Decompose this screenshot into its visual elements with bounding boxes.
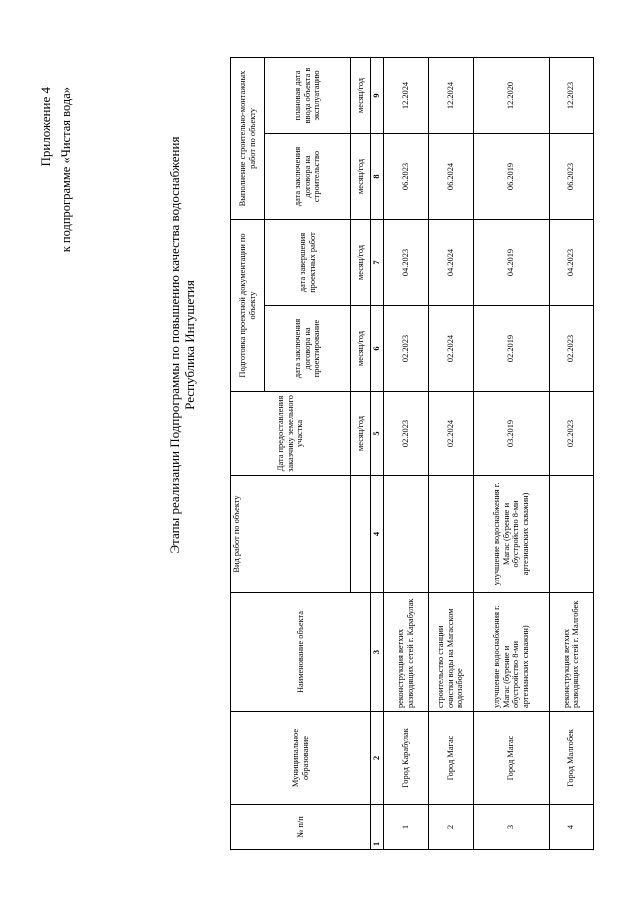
col-number: 4: [371, 476, 384, 593]
header-commission: плановая дата ввода объекта в эксплуатацию: [265, 57, 351, 133]
units-work-type-empty: [351, 476, 371, 593]
col-number: 6: [371, 306, 384, 392]
col-number: 1: [371, 805, 384, 850]
units-design-contract: месяц/год: [351, 306, 371, 392]
row-municipality: Город Карабулак: [383, 712, 428, 805]
row-num: 2: [428, 805, 473, 850]
row-municipality: Город Магас: [428, 712, 473, 805]
units-land-date: месяц/год: [351, 392, 371, 476]
row-commission: 12.2020: [473, 57, 549, 133]
row-num: 1: [383, 805, 428, 850]
table-row: [428, 57, 473, 849]
header-design-contract: дата заключения договора на проектирование: [265, 306, 351, 392]
header-row-groups: [231, 57, 265, 849]
stages-table: [230, 57, 594, 850]
col-number: 2: [371, 712, 384, 805]
row-build-contract: 06.2023: [383, 133, 428, 219]
title-line-1: Этапы реализации Подпрограммы по повышению качества водоснабжения: [167, 136, 182, 554]
row-design-contract: 02.2023: [383, 306, 428, 392]
header-design-group: Подготовка проектной документации по объекту: [231, 219, 265, 391]
row-work-type: [428, 476, 473, 593]
row-design-done: 04.2019: [473, 219, 549, 305]
row-municipality: Город Магас: [473, 712, 549, 805]
header-land-date: Дата предоставления заказчику земельного участка: [231, 392, 351, 476]
units-design-done: месяц/год: [351, 219, 371, 305]
row-object-name: реконструкция ветхих разводящих сетей г. Карабулак: [383, 593, 428, 712]
row-land-date: 03.2019: [473, 392, 549, 476]
row-municipality: Город Малгобек: [549, 712, 593, 805]
units-build-contract: месяц/год: [351, 133, 371, 219]
row-design-done: 04.2023: [549, 219, 593, 305]
row-commission: 12.2023: [549, 57, 593, 133]
row-commission: 12.2024: [383, 57, 428, 133]
document-title: [167, 85, 197, 605]
units-commission: месяц/год: [351, 57, 371, 133]
row-object-name: реконструкция ветхих разводящих сетей г. Малгобек: [549, 593, 593, 712]
row-land-date: 02.2024: [428, 392, 473, 476]
row-num: 3: [473, 805, 549, 850]
row-design-done: 04.2023: [383, 219, 428, 305]
column-number-row: [371, 57, 384, 849]
header-object-name: Наименование объекта: [231, 593, 371, 712]
appendix-note: [38, 87, 74, 252]
row-design-contract: 02.2024: [428, 306, 473, 392]
col-number: 8: [371, 133, 384, 219]
table-row: [383, 57, 428, 849]
appendix-subprogram: к подпрограмме «Чистая вода»: [59, 87, 73, 253]
table-row: [473, 57, 549, 849]
row-land-date: 02.2023: [549, 392, 593, 476]
appendix-number: Приложение 4: [38, 87, 53, 167]
row-build-contract: 06.2019: [473, 133, 549, 219]
row-design-done: 04.2024: [428, 219, 473, 305]
header-build-contract: дата заключения договора на строительство: [265, 133, 351, 219]
header-municipality: Муниципальное образование: [231, 712, 371, 805]
header-build-group: Выполнение строительно-монтажных работ по объекту: [231, 57, 265, 219]
col-number: 3: [371, 593, 384, 712]
row-land-date: 02.2023: [383, 392, 428, 476]
col-number: 5: [371, 392, 384, 476]
col-number: 7: [371, 219, 384, 305]
row-object-name: улучшение водоснабжения г. Магас (бурение и обустройство 8-ми артезианских скважин): [473, 593, 549, 712]
col-number: 9: [371, 57, 384, 133]
row-design-contract: 02.2019: [473, 306, 549, 392]
row-object-name: строительство станции очистки воды на Магасском водозаборе: [428, 593, 473, 712]
row-work-type: [383, 476, 428, 593]
row-build-contract: 06.2024: [428, 133, 473, 219]
row-work-type: улучшение водоснабжения г. Магас (бурение и обустройство 8-ми артезианских скважин): [473, 476, 549, 593]
title-line-2: Республика Ингушетия: [182, 280, 197, 410]
table-row: [549, 57, 593, 849]
header-work-type: Вид работ по объекту: [231, 476, 351, 593]
row-commission: 12.2024: [428, 57, 473, 133]
row-num: 4: [549, 805, 593, 850]
row-design-contract: 02.2023: [549, 306, 593, 392]
row-build-contract: 06.2023: [549, 133, 593, 219]
row-work-type: [549, 476, 593, 593]
header-num: № п/п: [231, 805, 371, 850]
header-design-done: дата завершения проектных работ: [265, 219, 351, 305]
